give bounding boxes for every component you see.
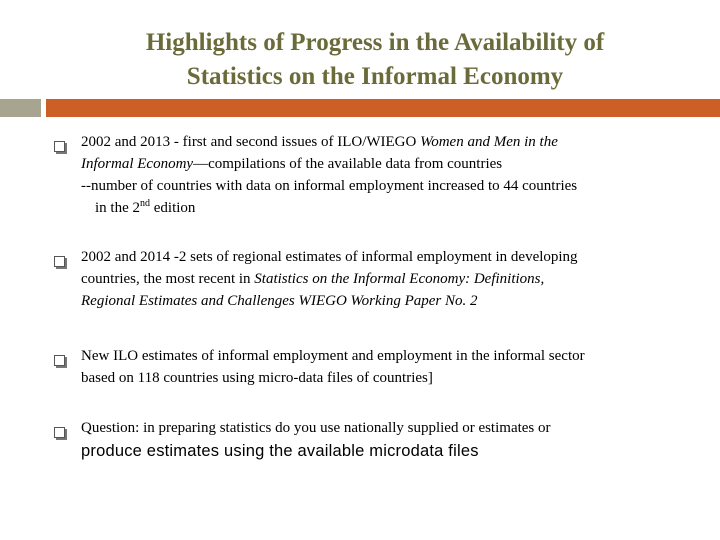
bullet-2-line-2 <box>81 268 691 290</box>
bullet-1-line-4 <box>81 197 691 219</box>
bullet-text-3 <box>81 345 691 389</box>
edition-text-end: edition <box>150 200 196 216</box>
bullet-text-4 <box>81 417 691 462</box>
bullet-3-line-1: New ILO estimates of informal employment and employment in the informal sector <box>81 348 585 364</box>
bullet-4-line-1: Question: in preparing statistics do you use nationally supplied or estimates or <box>81 420 551 436</box>
bullet-2-text: countries, the most recent in <box>81 271 255 287</box>
bullet-2-line-3: Regional Estimates and Challenges WIEGO Working Paper No. 2 <box>81 293 478 309</box>
publication-title-cont: Informal Economy <box>81 156 194 172</box>
slide-title-line-1: Highlights of Progress in the Availability of <box>145 29 605 56</box>
hollow-square-bullet-icon <box>54 427 65 438</box>
bullet-2-line-1: 2002 and 2014 -2 sets of regional estimates of informal employment in developing <box>81 249 578 265</box>
bullet-3-line-2: based on 118 countries using micro-data files of countries] <box>81 370 433 386</box>
bullet-1-line-2 <box>81 153 691 175</box>
ordinal-suffix: nd <box>140 198 150 209</box>
hollow-square-bullet-icon <box>54 141 65 152</box>
working-paper-title: Statistics on the Informal Economy: Definitions, <box>254 271 545 287</box>
hollow-square-bullet-icon <box>54 256 65 267</box>
slide-title-line-2: Statistics on the Informal Economy <box>186 63 564 90</box>
bullet-1-line-1 <box>81 131 691 153</box>
hollow-square-bullet-icon <box>54 355 65 366</box>
bullet-1-text-cont: —compilations of the available data from countries <box>193 156 503 172</box>
bullet-4-line-2: produce estimates using the available microdata files <box>81 442 479 460</box>
bullet-1-text: 2002 and 2013 - first and second issues of ILO/WIEGO <box>81 134 421 150</box>
edition-text: in the 2 <box>95 200 140 216</box>
publication-title: Women and Men in the <box>420 134 558 150</box>
bullet-text-1 <box>81 131 691 219</box>
bullet-1-line-3: --number of countries with data on informal employment increased to 44 countries <box>81 178 578 194</box>
bullet-text-2 <box>81 246 691 312</box>
